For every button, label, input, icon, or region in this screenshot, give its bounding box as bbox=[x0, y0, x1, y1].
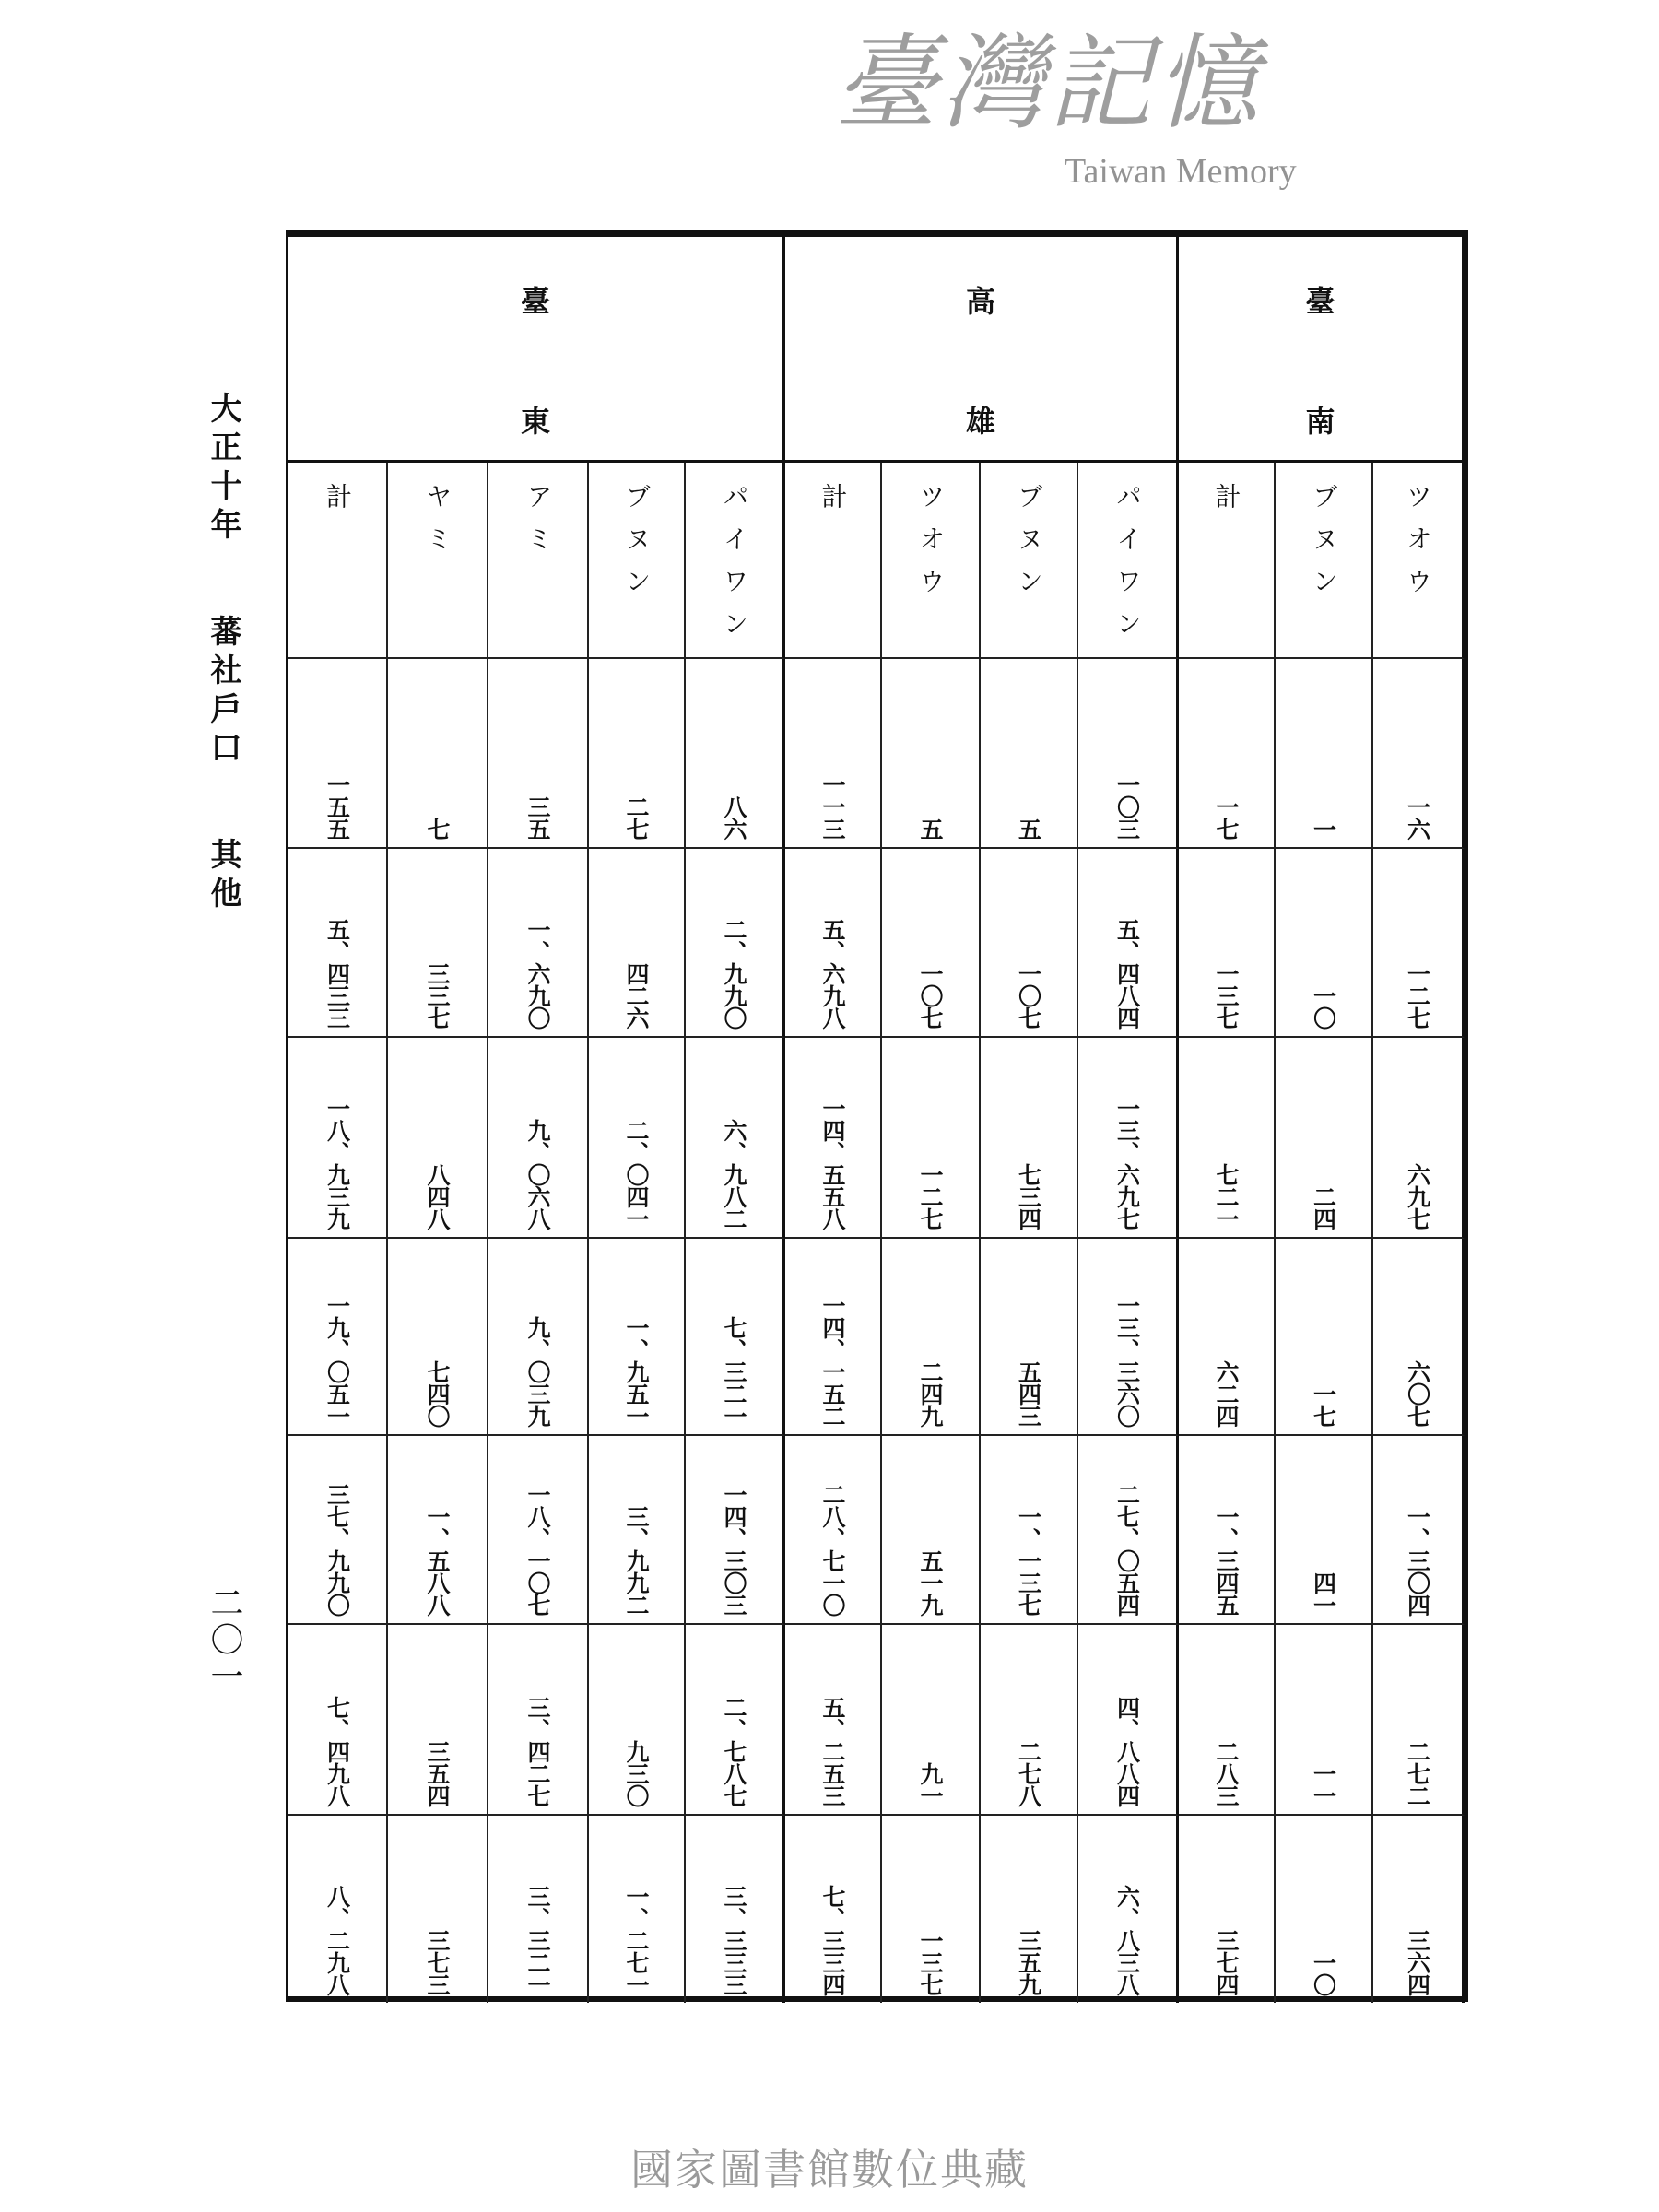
cell-value: 一一三 bbox=[819, 773, 846, 840]
table-cell bbox=[686, 1038, 785, 1239]
cell-value: 一四、一五二 bbox=[819, 1294, 846, 1427]
table-cell bbox=[388, 849, 488, 1038]
table-cell bbox=[589, 1625, 686, 1816]
cell-value: 一九、〇五一 bbox=[324, 1294, 351, 1427]
region-name-char: 東 bbox=[520, 404, 551, 439]
cell-value: 四二六 bbox=[623, 962, 650, 1029]
table-cell bbox=[1276, 1816, 1373, 2003]
region-header bbox=[288, 237, 785, 463]
cell-value: 一二七 bbox=[1404, 962, 1431, 1029]
cell-value: 一八、九三九 bbox=[324, 1097, 351, 1230]
cell-value: 一、六九〇 bbox=[524, 918, 551, 1029]
cell-value: 一、一三七 bbox=[1015, 1505, 1042, 1616]
cell-value: 一、三四五 bbox=[1213, 1505, 1240, 1616]
region-header bbox=[1179, 237, 1465, 463]
table-cell bbox=[288, 1038, 388, 1239]
column-header bbox=[488, 463, 589, 659]
table-cell bbox=[589, 1816, 686, 2003]
cell-value: 二八、七一〇 bbox=[819, 1483, 846, 1616]
cell-value: 一〇七 bbox=[917, 962, 944, 1029]
table-cell bbox=[785, 1816, 882, 2003]
cell-value: 一四、五五八 bbox=[819, 1097, 846, 1230]
table-cell bbox=[981, 1239, 1078, 1436]
table-cell bbox=[686, 659, 785, 849]
table-cell bbox=[288, 1239, 388, 1436]
table-cell bbox=[1078, 1625, 1179, 1816]
table-cell bbox=[589, 1436, 686, 1625]
table-cell bbox=[882, 1625, 981, 1816]
cell-value: 三、四二七 bbox=[524, 1696, 551, 1806]
table-cell bbox=[1078, 849, 1179, 1038]
cell-value: 三三七 bbox=[424, 962, 451, 1029]
cell-value: 一八、一〇七 bbox=[524, 1483, 551, 1616]
cell-value: 八、二九八 bbox=[324, 1885, 351, 1995]
cell-value: 五 bbox=[917, 818, 944, 840]
cell-value: 三五四 bbox=[424, 1740, 451, 1806]
table-cell bbox=[981, 1625, 1078, 1816]
table-cell bbox=[488, 1038, 589, 1239]
table-cell bbox=[785, 1239, 882, 1436]
table-cell bbox=[1078, 1436, 1179, 1625]
table-cell bbox=[488, 849, 589, 1038]
cell-value: 七、三二一 bbox=[721, 1316, 747, 1427]
table-cell bbox=[1276, 849, 1373, 1038]
table-cell bbox=[981, 1816, 1078, 2003]
table-cell bbox=[1179, 1436, 1276, 1625]
table-cell bbox=[388, 1239, 488, 1436]
cell-value: 二七、〇五四 bbox=[1113, 1483, 1141, 1616]
cell-value: 三七三 bbox=[424, 1929, 451, 1995]
column-header bbox=[1276, 463, 1373, 659]
column-header bbox=[1373, 463, 1465, 659]
table-cell bbox=[882, 1816, 981, 2003]
cell-value: 三、九九二 bbox=[623, 1505, 650, 1616]
cell-value: 一一 bbox=[1310, 1762, 1337, 1806]
table-cell bbox=[1276, 1625, 1373, 1816]
column-header bbox=[1078, 463, 1179, 659]
column-header-label: ブヌン bbox=[1309, 483, 1339, 610]
cell-value: 四一 bbox=[1310, 1571, 1337, 1616]
cell-value: 七 bbox=[424, 818, 451, 840]
table-cell bbox=[288, 1625, 388, 1816]
table-cell bbox=[288, 659, 388, 849]
cell-value: 二七八 bbox=[1015, 1740, 1042, 1806]
cell-value: 五 bbox=[1015, 818, 1042, 840]
cell-value: 一三七 bbox=[917, 1929, 944, 1995]
cell-value: 一四、三〇三 bbox=[721, 1483, 747, 1616]
cell-value: 五、四三三 bbox=[324, 918, 351, 1029]
cell-value: 三七、九九〇 bbox=[324, 1483, 351, 1616]
column-header-label: アミ bbox=[523, 483, 554, 568]
table-cell bbox=[1373, 1436, 1465, 1625]
cell-value: 九三〇 bbox=[623, 1740, 650, 1806]
cell-value: 九、〇六八 bbox=[524, 1119, 551, 1230]
cell-value: 三、三二一 bbox=[524, 1885, 551, 1995]
column-header bbox=[785, 463, 882, 659]
cell-value: 一三七 bbox=[1213, 962, 1240, 1029]
column-header bbox=[1179, 463, 1276, 659]
cell-value: 八六 bbox=[721, 795, 747, 840]
table-cell bbox=[1078, 1239, 1179, 1436]
table-cell bbox=[1179, 659, 1276, 849]
cell-value: 一六 bbox=[1404, 795, 1431, 840]
table-cell bbox=[1179, 1239, 1276, 1436]
cell-value: 一二七 bbox=[917, 1163, 944, 1230]
cell-value: 一〇七 bbox=[1015, 962, 1042, 1029]
column-header-label: 計 bbox=[1211, 483, 1242, 525]
watermark-subtitle: Taiwan Memory bbox=[1065, 152, 1297, 191]
table-cell bbox=[388, 1038, 488, 1239]
region-name-char: 南 bbox=[1305, 404, 1335, 439]
table-cell bbox=[785, 849, 882, 1038]
table-cell bbox=[1179, 1816, 1276, 2003]
region-name-char: 雄 bbox=[965, 404, 996, 439]
table-cell bbox=[882, 1239, 981, 1436]
column-header-label: パイワン bbox=[719, 483, 750, 653]
cell-value: 二、七八七 bbox=[721, 1696, 747, 1806]
table-cell bbox=[1078, 1816, 1179, 2003]
table-cell bbox=[288, 1436, 388, 1625]
cell-value: 七四〇 bbox=[424, 1360, 451, 1427]
column-header-label: ヤミ bbox=[422, 483, 453, 568]
cell-value: 三五 bbox=[524, 795, 551, 840]
table-cell bbox=[488, 1436, 589, 1625]
cell-value: 二四九 bbox=[917, 1360, 944, 1427]
cell-value: 一、九五一 bbox=[623, 1316, 650, 1427]
table-cell bbox=[1276, 1436, 1373, 1625]
cell-value: 二四 bbox=[1310, 1185, 1337, 1230]
table-cell bbox=[488, 1625, 589, 1816]
table-cell bbox=[1078, 659, 1179, 849]
cell-value: 一七 bbox=[1213, 795, 1240, 840]
table-cell bbox=[1373, 1816, 1465, 2003]
cell-value: 五四三 bbox=[1015, 1360, 1042, 1427]
table-cell bbox=[488, 1239, 589, 1436]
column-header-label: ツオウ bbox=[915, 483, 947, 610]
title-other: 其他 bbox=[205, 838, 241, 915]
table-cell bbox=[1373, 1625, 1465, 1816]
cell-value: 五一九 bbox=[917, 1549, 944, 1616]
table-cell bbox=[388, 1436, 488, 1625]
table-cell bbox=[686, 849, 785, 1038]
table-cell bbox=[589, 1038, 686, 1239]
cell-value: 六、九八二 bbox=[721, 1119, 747, 1230]
cell-value: 六九七 bbox=[1404, 1163, 1431, 1230]
table-cell bbox=[882, 1436, 981, 1625]
cell-value: 八四八 bbox=[424, 1163, 451, 1230]
table-cell bbox=[1373, 1239, 1465, 1436]
cell-value: 四、八八四 bbox=[1113, 1696, 1141, 1806]
table-cell bbox=[981, 659, 1078, 849]
column-header bbox=[882, 463, 981, 659]
table-cell bbox=[785, 1436, 882, 1625]
page-number: 二〇一 bbox=[206, 1585, 243, 1696]
cell-value: 七、三三四 bbox=[819, 1885, 846, 1995]
population-table bbox=[286, 230, 1468, 2002]
column-header bbox=[589, 463, 686, 659]
table-cell bbox=[882, 1038, 981, 1239]
table-cell bbox=[1373, 849, 1465, 1038]
cell-value: 九、〇三九 bbox=[524, 1316, 551, 1427]
cell-value: 二七二 bbox=[1404, 1740, 1431, 1806]
cell-value: 一五五 bbox=[324, 773, 351, 840]
cell-value: 五、六九八 bbox=[819, 918, 846, 1029]
cell-value: 一、三〇四 bbox=[1404, 1505, 1431, 1616]
table-cell bbox=[488, 659, 589, 849]
table-cell bbox=[1276, 1038, 1373, 1239]
cell-value: 七二一 bbox=[1213, 1163, 1240, 1230]
column-header bbox=[981, 463, 1078, 659]
cell-value: 九一 bbox=[917, 1762, 944, 1806]
cell-value: 一 bbox=[1310, 818, 1337, 840]
table-cell bbox=[1179, 849, 1276, 1038]
region-name-char: 臺 bbox=[520, 284, 551, 319]
cell-value: 七三四 bbox=[1015, 1163, 1042, 1230]
cell-value: 一、五八八 bbox=[424, 1505, 451, 1616]
region-header bbox=[785, 237, 1179, 463]
table-cell bbox=[1179, 1625, 1276, 1816]
table-cell bbox=[1373, 1038, 1465, 1239]
cell-value: 三、三三三 bbox=[721, 1885, 747, 1995]
table-cell bbox=[388, 1816, 488, 2003]
cell-value: 一三、三六〇 bbox=[1113, 1294, 1141, 1427]
title-subject: 蕃社戶口 bbox=[205, 615, 241, 770]
table-cell bbox=[882, 659, 981, 849]
table-cell bbox=[388, 659, 488, 849]
table-cell bbox=[785, 659, 882, 849]
table-cell bbox=[785, 1038, 882, 1239]
table-cell bbox=[1276, 1239, 1373, 1436]
cell-value: 二、〇四一 bbox=[623, 1119, 650, 1230]
table-cell bbox=[288, 1816, 388, 2003]
cell-value: 二、九九〇 bbox=[721, 918, 747, 1029]
title-era: 大正十年 bbox=[205, 392, 241, 547]
region-name-char: 高 bbox=[965, 284, 996, 319]
watermark-logo: 臺灣記憶 bbox=[834, 24, 1262, 144]
cell-value: 二七 bbox=[623, 795, 650, 840]
column-header bbox=[288, 463, 388, 659]
table-cell bbox=[1276, 659, 1373, 849]
table-cell bbox=[686, 1816, 785, 2003]
column-header-label: パイワン bbox=[1112, 483, 1143, 653]
cell-value: 二八三 bbox=[1213, 1740, 1240, 1806]
table-cell bbox=[388, 1625, 488, 1816]
cell-value: 五、二五三 bbox=[819, 1696, 846, 1806]
table-cell bbox=[686, 1625, 785, 1816]
table-cell bbox=[589, 1239, 686, 1436]
cell-value: 三五九 bbox=[1015, 1929, 1042, 1995]
column-header-label: ツオウ bbox=[1403, 483, 1433, 610]
table-cell bbox=[1373, 659, 1465, 849]
table-cell bbox=[488, 1816, 589, 2003]
table-cell bbox=[288, 849, 388, 1038]
cell-value: 一〇三 bbox=[1113, 773, 1141, 840]
cell-value: 六〇七 bbox=[1404, 1360, 1431, 1427]
region-name-char: 臺 bbox=[1305, 284, 1335, 319]
cell-value: 一、二七一 bbox=[623, 1885, 650, 1995]
margin-running-title bbox=[201, 392, 246, 915]
table-cell bbox=[686, 1239, 785, 1436]
column-header bbox=[388, 463, 488, 659]
cell-value: 七、四九八 bbox=[324, 1696, 351, 1806]
column-header-label: 計 bbox=[323, 483, 353, 525]
table-cell bbox=[1179, 1038, 1276, 1239]
table-cell bbox=[981, 1436, 1078, 1625]
column-header-label: ブヌン bbox=[1014, 483, 1044, 610]
cell-value: 一〇 bbox=[1310, 984, 1337, 1029]
column-header bbox=[686, 463, 785, 659]
table-cell bbox=[589, 849, 686, 1038]
footer-credit: 國家圖書館數位典藏 bbox=[630, 2145, 1029, 2194]
table-cell bbox=[981, 1038, 1078, 1239]
table-cell bbox=[981, 849, 1078, 1038]
table-cell bbox=[686, 1436, 785, 1625]
column-header-label: 計 bbox=[818, 483, 849, 525]
cell-value: 三六四 bbox=[1404, 1929, 1431, 1995]
table-cell bbox=[1078, 1038, 1179, 1239]
cell-value: 六、八三八 bbox=[1113, 1885, 1141, 1995]
table-cell bbox=[589, 659, 686, 849]
cell-value: 一七 bbox=[1310, 1382, 1337, 1427]
table-cell bbox=[882, 849, 981, 1038]
cell-value: 六二四 bbox=[1213, 1360, 1240, 1427]
cell-value: 三七四 bbox=[1213, 1929, 1240, 1995]
cell-value: 五、四八四 bbox=[1113, 918, 1141, 1029]
column-header-label: ブヌン bbox=[621, 483, 653, 610]
table-cell bbox=[785, 1625, 882, 1816]
cell-value: 一〇 bbox=[1310, 1951, 1337, 1995]
cell-value: 一三、六九七 bbox=[1113, 1097, 1141, 1230]
